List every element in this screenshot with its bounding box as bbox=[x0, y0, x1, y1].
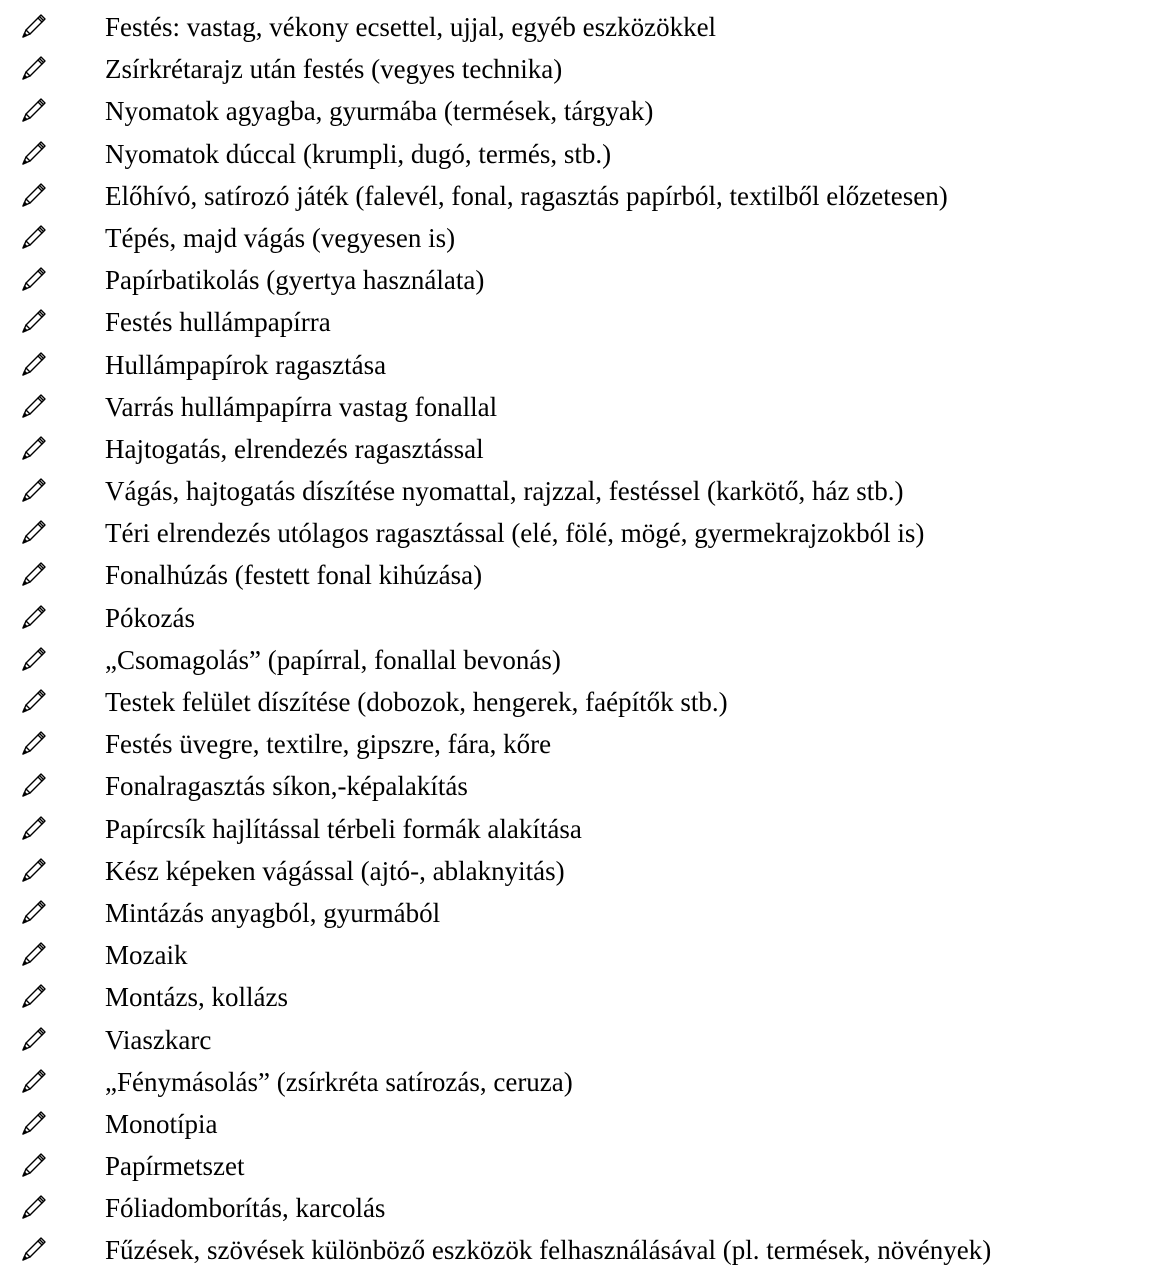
list-item-text: Fóliadomborítás, karcolás bbox=[105, 1193, 386, 1224]
list-item-text: Tépés, majd vágás (vegyesen is) bbox=[105, 222, 456, 253]
list-item-text: Hullámpapírok ragasztása bbox=[105, 349, 387, 380]
pencil-icon bbox=[20, 940, 48, 968]
list-item-text: „Fénymásolás” (zsírkréta satírozás, ceruza) bbox=[105, 1066, 573, 1097]
pencil-icon bbox=[20, 814, 48, 842]
pencil-icon bbox=[20, 265, 48, 293]
pencil-icon bbox=[20, 1235, 48, 1263]
list-item bbox=[0, 978, 1158, 1020]
list-item-text: Papírmetszet bbox=[105, 1151, 245, 1182]
pencil-icon bbox=[20, 350, 48, 378]
pencil-icon bbox=[20, 729, 48, 757]
list-item-text: Mintázás anyagból, gyurmából bbox=[105, 897, 441, 928]
list-item-text: „Csomagolás” (papírral, fonallal bevonás) bbox=[105, 644, 561, 675]
pencil-icon bbox=[20, 1109, 48, 1137]
list-item bbox=[0, 894, 1158, 936]
list-item bbox=[0, 135, 1158, 177]
pencil-icon bbox=[20, 434, 48, 462]
list-item bbox=[0, 767, 1158, 809]
list-item-text: Zsírkrétarajz után festés (vegyes technika) bbox=[105, 54, 563, 85]
pencil-icon bbox=[20, 687, 48, 715]
pencil-icon bbox=[20, 181, 48, 209]
list-item bbox=[0, 556, 1158, 598]
list-item bbox=[0, 810, 1158, 852]
list-item-text: Festés üvegre, textilre, gipszre, fára, kőre bbox=[105, 729, 552, 760]
list-item bbox=[0, 388, 1158, 430]
list-item bbox=[0, 1063, 1158, 1105]
list-item bbox=[0, 50, 1158, 92]
pencil-icon bbox=[20, 898, 48, 926]
list-item-text: Kész képeken vágással (ajtó-, ablaknyitás) bbox=[105, 855, 565, 886]
list-item-text: Előhívó, satírozó játék (falevél, fonal, ragasztás papírból, textilből előzetesen) bbox=[105, 180, 948, 211]
list-item-text: Fonalragasztás síkon,-képalakítás bbox=[105, 771, 468, 802]
list-item bbox=[0, 92, 1158, 134]
activity-list bbox=[0, 8, 1158, 1274]
list-item bbox=[0, 683, 1158, 725]
pencil-icon bbox=[20, 1067, 48, 1095]
pencil-icon bbox=[20, 645, 48, 673]
list-item bbox=[0, 1105, 1158, 1147]
list-item bbox=[0, 1231, 1158, 1273]
pencil-icon bbox=[20, 307, 48, 335]
pencil-icon bbox=[20, 12, 48, 40]
list-item bbox=[0, 1147, 1158, 1189]
list-item-text: Fűzések, szövések különböző eszközök felhasználásával (pl. termések, növények) bbox=[105, 1235, 992, 1266]
list-item-text: Varrás hullámpapírra vastag fonallal bbox=[105, 391, 498, 422]
pencil-icon bbox=[20, 856, 48, 884]
pencil-icon bbox=[20, 560, 48, 588]
list-item bbox=[0, 346, 1158, 388]
list-item bbox=[0, 936, 1158, 978]
list-item-text: Festés hullámpapírra bbox=[105, 307, 331, 338]
list-item-text: Pókozás bbox=[105, 602, 195, 633]
list-item-text: Mozaik bbox=[105, 940, 188, 971]
list-item bbox=[0, 852, 1158, 894]
pencil-icon bbox=[20, 476, 48, 504]
list-item bbox=[0, 514, 1158, 556]
list-item bbox=[0, 8, 1158, 50]
list-item-text: Montázs, kollázs bbox=[105, 982, 288, 1013]
pencil-icon bbox=[20, 139, 48, 167]
list-item-text: Hajtogatás, elrendezés ragasztással bbox=[105, 433, 484, 464]
list-item bbox=[0, 641, 1158, 683]
list-item bbox=[0, 472, 1158, 514]
pencil-icon bbox=[20, 1025, 48, 1053]
list-item-text: Papírbatikolás (gyertya használata) bbox=[105, 265, 485, 296]
list-item-text: Vágás, hajtogatás díszítése nyomattal, rajzzal, festéssel (karkötő, ház stb.) bbox=[105, 476, 904, 507]
pencil-icon bbox=[20, 223, 48, 251]
list-item-text: Téri elrendezés utólagos ragasztással (elé, fölé, mögé, gyermekrajzokból is) bbox=[105, 518, 925, 549]
list-item-text: Papírcsík hajlítással térbeli formák alakítása bbox=[105, 813, 582, 844]
pencil-icon bbox=[20, 96, 48, 124]
list-item-text: Festés: vastag, vékony ecsettel, ujjal, egyéb eszközökkel bbox=[105, 12, 717, 42]
list-item bbox=[0, 430, 1158, 472]
pencil-icon bbox=[20, 1151, 48, 1179]
list-item-text: Testek felület díszítése (dobozok, hengerek, faépítők stb.) bbox=[105, 687, 728, 717]
list-item bbox=[0, 261, 1158, 303]
list-item-text: Fonalhúzás (festett fonal kihúzása) bbox=[105, 560, 483, 591]
pencil-icon bbox=[20, 771, 48, 799]
list-item bbox=[0, 1189, 1158, 1231]
list-item bbox=[0, 219, 1158, 261]
pencil-icon bbox=[20, 518, 48, 546]
list-item bbox=[0, 599, 1158, 641]
pencil-icon bbox=[20, 982, 48, 1010]
pencil-icon bbox=[20, 392, 48, 420]
list-item bbox=[0, 1021, 1158, 1063]
list-item bbox=[0, 303, 1158, 345]
pencil-icon bbox=[20, 603, 48, 631]
list-item-text: Viaszkarc bbox=[105, 1024, 212, 1055]
list-item bbox=[0, 177, 1158, 219]
list-item-text: Monotípia bbox=[105, 1108, 218, 1139]
list-item-text: Nyomatok dúccal (krumpli, dugó, termés, stb.) bbox=[105, 138, 612, 169]
pencil-icon bbox=[20, 54, 48, 82]
list-item bbox=[0, 725, 1158, 767]
pencil-icon bbox=[20, 1193, 48, 1221]
list-item-text: Nyomatok agyagba, gyurmába (termések, tárgyak) bbox=[105, 96, 654, 127]
